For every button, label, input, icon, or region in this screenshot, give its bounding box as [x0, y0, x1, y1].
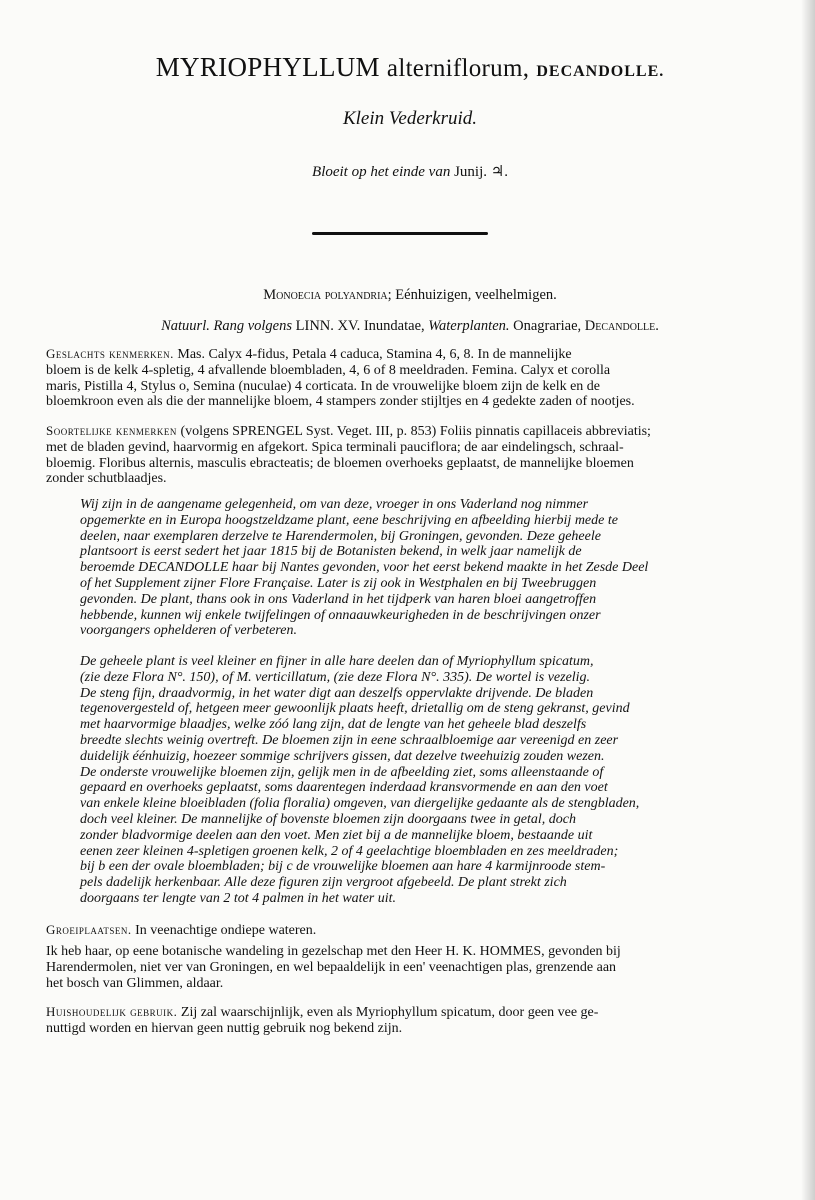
- genus-characters-line: bloemkroon even als die der mannelijke bloem, 4 stampers zonder stijltjes en 4 gedekte zaden of nootjes.: [46, 394, 635, 410]
- page-edge-shadow: [801, 0, 815, 1200]
- genus-characters-line: bloem is de kelk 4-spletig, 4 afvallende bloembladen, 4, 6 of 8 meeldraden. Femina. Calyx et corolla: [46, 362, 611, 378]
- classification-system: Monoecia polyandria;: [263, 287, 392, 303]
- description-paragraph: [80, 654, 764, 907]
- species-characters-line: (volgens SPRENGEL Syst. Veget. III, p. 853) Foliis pinnatis capillaceis abbreviatis;: [180, 424, 651, 439]
- natural-rank-rest1: XV. Inundatae,: [337, 318, 425, 334]
- domestic-use-line: Zij zal waarschijnlijk, even als Myriophyllum spicatum, door geen vee ge-: [180, 1005, 599, 1020]
- species-characters-line: bloemig. Floribus alternis, masculis ebracteatis; de bloemen overhoeks geplaatst, de mannelijke bloemen: [46, 455, 634, 471]
- natural-rank-water: Waterplanten.: [428, 318, 510, 334]
- habitat-label: Groeiplaatsen.: [46, 922, 132, 937]
- bloom-line: [60, 162, 760, 181]
- description-line: zonder bladvormige deelen aan den voet. Men ziet bij a de mannelijke bloem, bestaande uit: [80, 827, 593, 843]
- description-line: pels dadelijk herkenbaar. Alle deze figuren zijn vergroot afgebeeld. De plant strekt zich: [80, 875, 567, 891]
- bloom-text: Bloeit op het einde van: [312, 164, 451, 180]
- intro-line: of het Supplement zijner Flore Française. Later is zij ook in Westphalen en bij Tweebruggen: [80, 575, 597, 591]
- genus-characters-label: Geslachts kenmerken.: [46, 346, 174, 361]
- domestic-use-line: nuttigd worden en hiervan geen nuttig gebruik nog bekend zijn.: [46, 1020, 403, 1036]
- intro-line: deelen, naar exemplaren derzelve te Harendermolen, bij Groningen, gevonden. Deze geheele: [80, 528, 601, 544]
- finding-paragraph: [46, 944, 764, 991]
- intro-line: hebbende, kunnen wij enkele twijfelingen of onnaauwkeurigheden in de beschrijvingen onzer: [80, 607, 601, 623]
- intro-line: opgemerkte en in Europa hoogstzeldzame plant, eene beschrijving en afbeelding hierbij mede te: [80, 512, 618, 528]
- description-line: De onderste vrouwelijke bloemen zijn, gelijk men in de afbeelding ziet, soms alleenstaande of: [80, 764, 604, 780]
- species-characters-label: Soortelijke kenmerken: [46, 423, 177, 438]
- description-line: van enkele kleine bloeibladen (folia floralia) omgeven, van diergelijke gedaante als de stengbladen,: [80, 796, 640, 812]
- vernacular-name: Klein Vederkruid.: [342, 108, 478, 129]
- intro-line: Wij zijn in de aangename gelegenheid, om van deze, vroeger in ons Vaderland nog nimmer: [80, 497, 589, 512]
- title-author: DECANDOLLE.: [536, 63, 665, 80]
- finding-line: Ik heb haar, op eene botanische wandeling in gezelschap met den Heer H. K. HOMMES, gevonden bij: [46, 944, 621, 959]
- classification-dutch: Eénhuizigen, veelhelmigen.: [395, 287, 557, 303]
- natural-rank-label: Natuurl. Rang volgens: [161, 318, 293, 334]
- natural-rank-rest2: Onagrariae,: [513, 318, 582, 334]
- finding-line: het bosch van Glimmen, aldaar.: [46, 975, 224, 991]
- description-line: bij b een der ovale bloembladen; bij c de vrouwelijke bloemen aan hare 4 karmijnroode stem-: [80, 859, 606, 875]
- habitat: [46, 922, 764, 939]
- description-line: doorgaans ter lengte van 2 tot 4 palmen in het water uit.: [80, 890, 397, 906]
- natural-rank-author: Decandolle.: [584, 318, 659, 334]
- description-line: De geheele plant is veel kleiner en fijner in alle hare deelen dan of Myriophyllum spicatum,: [80, 654, 594, 669]
- title-genus: MYRIOPHYLLUM: [155, 52, 380, 82]
- description-line: breedte slechts weinig overtreft. De bloemen zijn in eene schraalbloemige aar vereenigd en zeer: [80, 732, 619, 748]
- description-line: duidelijk éénhuizig, hoezeer sommige schrijvers gissen, dat dezelve tweehuizig zouden wezen.: [80, 748, 605, 764]
- bloom-month: Junij.: [454, 164, 488, 180]
- species-characters-line: zonder schutblaadjes.: [46, 471, 167, 487]
- description-line: eenen zeer kleinen 4-spletigen groenen kelk, 2 of 4 geelachtige bloembladen en zes meeldraden;: [80, 843, 619, 859]
- classification-line: [60, 287, 760, 304]
- description-line: De steng fijn, draadvormig, in het water digt aan deszelfs oppervlakte drijvende. De bladen: [80, 685, 594, 701]
- description-line: tegenovergesteld of, hetgeen meer gewoonlijk plaats heeft, drietallig om de steng gekranst, gevind: [80, 701, 630, 717]
- finding-line: Harendermolen, niet ver van Groningen, en wel bepaaldelijk in een' veenachtigen plas, grenzende aan: [46, 959, 617, 975]
- domestic-use: [46, 1004, 764, 1037]
- intro-line: plantsoort is eerst sedert het jaar 1815 bij de Botanisten bekend, in welk jaar namelijk de: [80, 544, 582, 560]
- title-species: alterniflorum,: [386, 55, 530, 82]
- species-characters: [46, 423, 764, 487]
- intro-line: gevonden. De plant, thans ook in ons Vaderland in het tijdperk van haren bloei aangetroffen: [80, 591, 597, 607]
- divider-rule: [312, 232, 488, 235]
- page-title: [60, 52, 760, 83]
- genus-characters: [46, 346, 764, 410]
- perennial-symbol: ♃.: [490, 164, 508, 180]
- habitat-text: In veenachtige ondiepe wateren.: [135, 923, 317, 938]
- natural-rank-linn: LINN.: [295, 318, 334, 334]
- intro-line: voorgangers ophelderen of verbeteren.: [80, 623, 297, 639]
- description-line: doch veel kleiner. De mannelijke of bovenste bloemen zijn doorgaans twee in getal, doch: [80, 811, 576, 827]
- genus-characters-line: maris, Pistilla 4, Stylus o, Semina (nuculae) 4 corticata. In de vrouwelijke bloem zijn de kelk en de: [46, 378, 601, 394]
- species-characters-line: met de bladen gevind, haarvormig en afgekort. Spica terminali pauciflora; de aar eindelingsch, schraal-: [46, 439, 624, 455]
- genus-characters-line: Mas. Calyx 4-fidus, Petala 4 caduca, Stamina 4, 6, 8. In de mannelijke: [177, 347, 572, 362]
- description-line: (zie deze Flora N°. 150), of M. verticillatum, (zie deze Flora N°. 335). De wortel is vezelig.: [80, 669, 591, 685]
- intro-paragraph: [80, 497, 764, 639]
- description-line: met haarvormige blaadjes, welke zóó lang zijn, dat de lengte van het geheele blad deszelfs: [80, 717, 587, 733]
- intro-line: beroemde DECANDOLLE haar bij Nantes gevonden, voor het eerst bekend maakte in het Zesde Deel: [80, 560, 649, 576]
- natural-rank-line: [60, 318, 760, 335]
- description-line: gepaard en overhoeks geplaatst, soms daarentegen inderdaad kransvormende en aan den voet: [80, 780, 608, 796]
- domestic-use-label: Huishoudelijk gebruik.: [46, 1004, 178, 1019]
